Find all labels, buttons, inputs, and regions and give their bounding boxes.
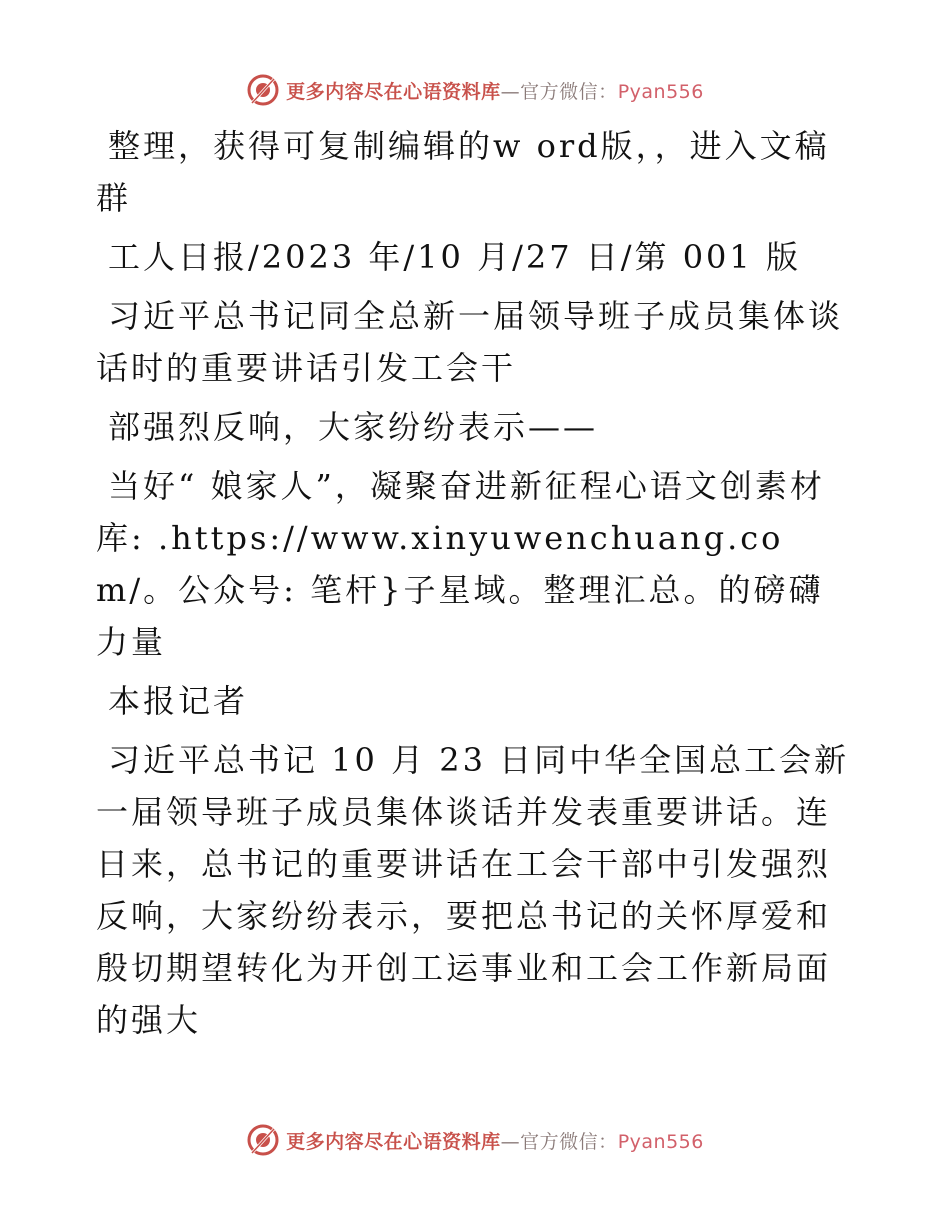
paragraph-2: 工人日报/2023 年/10 月/27 日/第 001 版	[108, 238, 801, 276]
paragraph-4: 部强烈反响，大家纷纷表示——	[108, 408, 599, 446]
footer-banner	[0, 1120, 950, 1160]
paragraph-5: 当好“ 娘家人”，凝聚奋进新征程心语文创素材库: .https://www.xinyuwenchuang.com/。公众号: 笔杆}子星域。整理汇总。的磅礴力量	[96, 467, 825, 661]
banner-text	[286, 1127, 704, 1154]
banner-wechat-label: 官方微信：	[520, 80, 618, 103]
banner-wechat-id: Pyan556	[617, 1130, 704, 1153]
pen-logo-icon	[246, 73, 280, 107]
document-body	[96, 120, 856, 1053]
pen-logo-icon	[246, 1123, 280, 1157]
banner-main-text: 更多内容尽在心语资料库	[286, 1130, 501, 1153]
paragraph-3: 习近平总书记同全总新一届领导班子成员集体谈话时的重要讲话引发工会干	[96, 297, 844, 387]
paragraph-7: 习近平总书记 10 月 23 日同中华全国总工会新一届领导班子成员集体谈话并发表重要讲话。连日来，总书记的重要讲话在工会干部中引发强烈反响，大家纷纷表示，要把总书记的关怀厚爱和殷切期望转化为开创工运事业和工会工作新局面的强大	[96, 741, 850, 1039]
banner-dash: —	[500, 1130, 521, 1153]
banner-main-text: 更多内容尽在心语资料库	[286, 80, 501, 103]
banner-wechat-label: 官方微信：	[520, 1130, 618, 1153]
paragraph-1: 整理，获得可复制编辑的w ord版，，进入文稿群	[96, 127, 830, 217]
banner-text	[286, 77, 704, 104]
banner-dash: —	[500, 80, 521, 103]
header-banner	[0, 70, 950, 110]
paragraph-6: 本报记者	[108, 682, 249, 720]
banner-wechat-id: Pyan556	[617, 80, 704, 103]
